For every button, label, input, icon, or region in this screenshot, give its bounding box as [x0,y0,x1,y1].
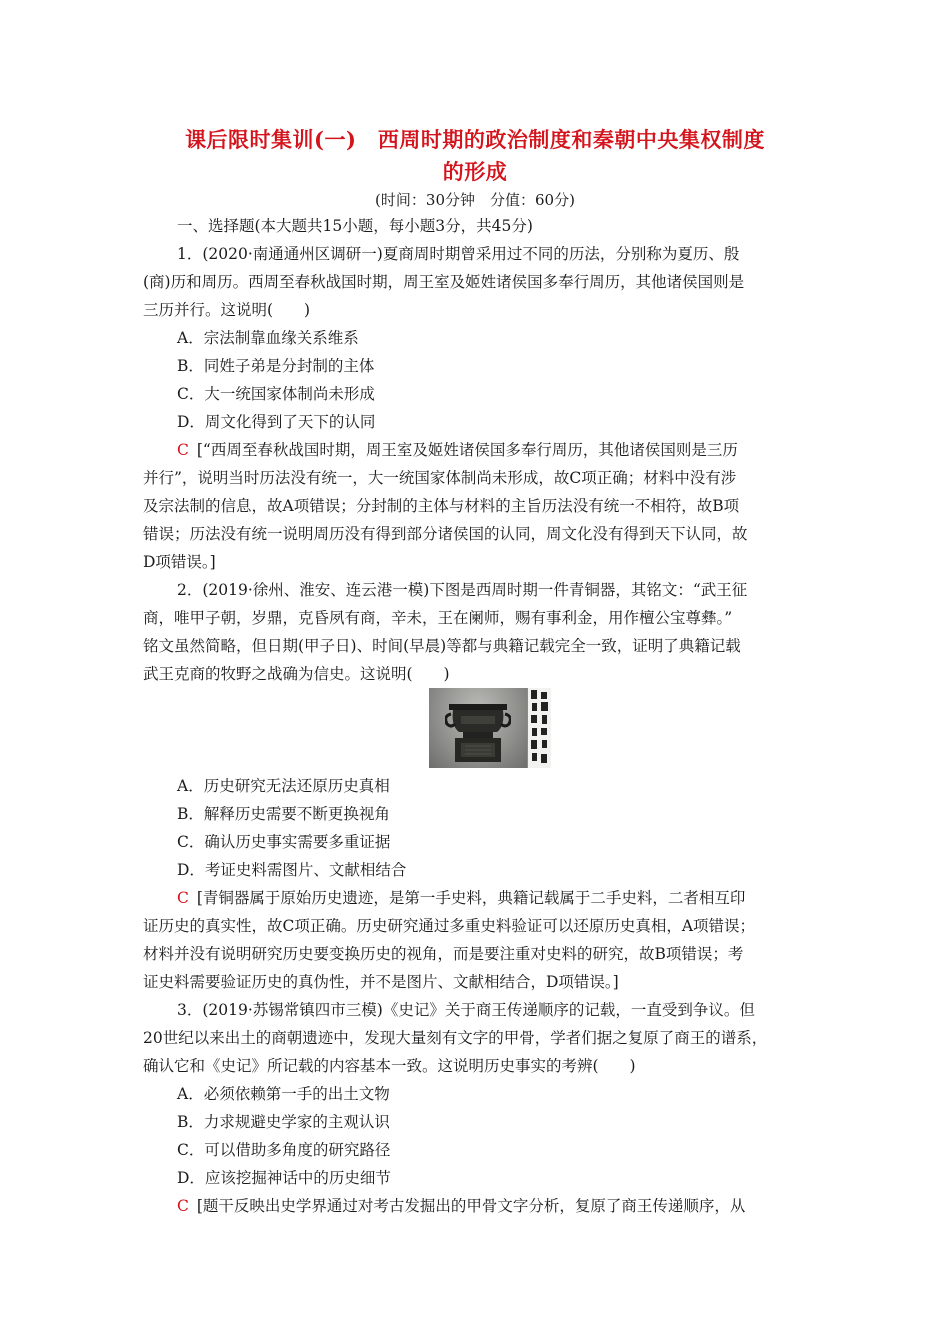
question-2-stem-line: 武王克商的牧野之战确为信史。这说明( ) [143,665,450,683]
question-2-option-d: D．考证史料需图片、文献相结合 [177,861,407,879]
question-1-option-c: C．大一统国家体制尚未形成 [177,385,375,403]
page-title: 课后限时集训(一) 西周时期的政治制度和秦朝中央集权制度 [185,127,765,152]
question-2-option-b: B．解释历史需要不断更换视角 [177,805,390,823]
question-1-explanation-line: 错误；历法没有统一说明周历没有得到部分诸侯国的认同，周文化没有得到天下认同，故 [143,525,748,543]
question-3-option-b: B．力求规避史学家的主观认识 [177,1113,390,1131]
question-3-option-d: D．应该挖掘神话中的历史细节 [177,1169,391,1187]
question-2-stem-line: 铭文虽然简略，但日期(甲子日)、时间(早晨)等都与典籍记载完全一致，证明了典籍记载 [143,637,741,655]
time-score-info: (时间：30分钟 分值：60分) [375,191,575,209]
question-3-stem-line: 3．(2019·苏锡常镇四市三模)《史记》关于商王传递顺序的记载，一直受到争议。但 [177,1001,755,1019]
question-1-stem-line: 1．(2020·南通通州区调研一)夏商周时期曾采用过不同的历法，分别称为夏历、殷 [177,245,740,263]
bronze-gui-vessel-image [445,694,511,764]
question-2-explanation-line: C [青铜器属于原始历史遗迹，是第一手史料，典籍记载属于二手史料，二者相互印 [177,889,746,907]
question-2-option-c: C．确认历史事实需要多重证据 [177,833,391,851]
question-2-explanation-line: 证历史的真实性，故C项正确。历史研究通过多重史料验证可以还原历史真相，A项错误； [143,917,756,935]
question-1-stem-line: 三历并行。这说明( ) [143,301,311,319]
question-2-stem-line: 商，唯甲子朝，岁鼎，克昏夙有商，辛未，王在阑师，赐有事利金，用作檀公宝尊彝。” [143,609,733,627]
question-3-explanation-line: C [题干反映出史学界通过对考古发掘出的甲骨文字分析，复原了商王传递顺序，从 [177,1197,746,1215]
question-2-explanation-line: 材料并没有说明研究历史要变换历史的视角，而是要注重对史料的研究，故B项错误；考 [143,945,744,963]
question-1-explanation-line: D项错误。] [143,553,216,571]
question-3-option-a: A．必须依赖第一手的出土文物 [177,1085,390,1103]
question-2-explanation-line: 证史料需要验证历史的真伪性，并不是图片、文献相结合，D项错误。] [143,973,619,991]
question-3-answer: C [177,1197,189,1215]
question-1-option-b: B．同姓子弟是分封制的主体 [177,357,375,375]
question-2-answer: C [177,889,189,907]
page-title-continued: 的形成 [442,159,508,184]
inscription-rubbing-image [528,688,551,768]
question-1-explanation-line: 及宗法制的信息，故A项错误；分封制的主体与材料的主旨历法没有统一不相符，故B项 [143,497,740,515]
question-1-explanation-line: C [“西周至春秋战国时期，周王室及姬姓诸侯国多奉行周历，其他诸侯国则是三历 [177,441,738,459]
question-3-stem-line: 20世纪以来出土的商朝遗迹中，发现大量刻有文字的甲骨，学者们据之复原了商王的谱系， [143,1029,768,1047]
question-1-option-a: A．宗法制靠血缘关系维系 [177,329,359,347]
question-1-stem-line: (商)历和周历。西周至春秋战国时期，周王室及姬姓诸侯国多奉行周历，其他诸侯国则是 [143,273,745,291]
section-heading: 一、选择题(本大题共15小题，每小题3分，共45分) [177,217,533,235]
question-1-explanation-line: 并行”，说明当时历法没有统一，大一统国家体制尚未形成，故C项正确；材料中没有涉 [143,469,737,487]
question-3-stem-line: 确认它和《史记》所记载的内容基本一致。这说明历史事实的考辨( ) [143,1057,636,1075]
question-1-option-d: D．周文化得到了天下的认同 [177,413,376,431]
question-1-answer: C [177,441,189,459]
question-2-stem-line: 2．(2019·徐州、淮安、连云港一模)下图是西周时期一件青铜器，其铭文：“武王征 [177,581,748,599]
question-2-option-a: A．历史研究无法还原历史真相 [177,777,390,795]
bronze-vessel-photo [429,688,551,768]
question-3-option-c: C．可以借助多角度的研究路径 [177,1141,391,1159]
